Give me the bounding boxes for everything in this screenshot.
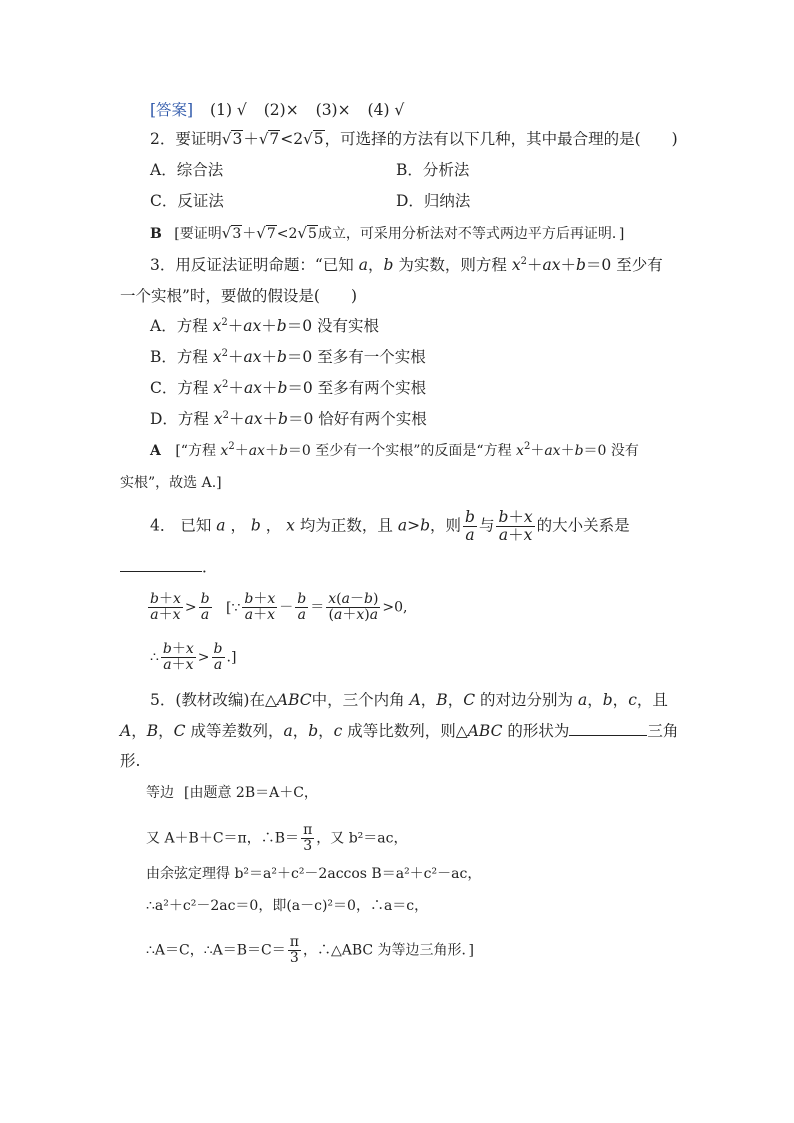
q3-stem-line2: 一个实根”时，要做的假设是( )	[120, 287, 358, 305]
q5-stem-line2: A，B，C 成等差数列，a，b，c 成等比数列，则△ABC 的形状为 三角	[120, 722, 679, 740]
q3-answer-line1: A [“方程 $x^2+ax+b=0$ 至少有一个实根”的反面是“方程 $x^2+ax+b=0$ 没有	[150, 441, 639, 459]
answer-item-1: (1) √	[210, 101, 247, 119]
q5-answer-line2: 又 A＋B＋C＝π，∴B＝ $\frac{\pi}{3}$ ，又 b²＝ac，	[146, 822, 408, 854]
q5-answer-line4: ∴a²＋c²－2ac＝0，即(a－c)²＝0，∴a＝c，	[146, 898, 429, 914]
fraction-b-over-a: $\frac{b}{a}$	[465, 508, 475, 544]
q2-option-a: A．综合法	[150, 161, 224, 179]
answer-item-3: (3)×	[315, 101, 351, 119]
q3-option-b: B．方程 $x^2+ax+b=0$ 至多有一个实根	[150, 348, 426, 366]
q5-answer-line5: ∴A＝C，∴A＝B＝C＝ $\frac{\pi}{3}$ ，∴△ABC 为等边三角形．]	[146, 934, 475, 966]
q5-answer-line3: 由余弦定理得 b²＝a²＋c²－2accos B＝a²＋c²－ac，	[146, 866, 482, 882]
fraction-bx-over-ax: $\frac{b+x}{a+x}$	[498, 508, 533, 544]
q4-answer-line1: $\frac{b+x}{a+x}$ > $\frac{b}{a}$ [∵ $\frac{b+x}{a+x}$ － $\frac{b}{a}$ ＝ $\frac{x(a-b)}{(a+x)a}$ >0,	[150, 591, 408, 623]
q3-answer-letter: A	[150, 443, 161, 459]
q2-answer-letter: B	[150, 226, 162, 242]
q2-option-c: C．反证法	[150, 192, 224, 210]
q5-stem-line3: 形.	[120, 752, 141, 770]
answer-item-2: (2)×	[263, 101, 299, 119]
answer-blank	[569, 721, 647, 736]
q4-stem: 4． 已知 a ， b ， x 均为正数，且 a>b，则 $\frac{b}{a}$ 与 $\frac{b+x}{a+x}$ 的大小关系是	[150, 508, 630, 544]
q2-option-b: B．分析法	[396, 161, 470, 179]
q4-answer-line2: ∴ $\frac{b+x}{a+x}$ > $\frac{b}{a}$ .]	[150, 641, 237, 673]
answer-item-4: (4) √	[367, 101, 405, 119]
q2-inequality: √3＋√7<2√5	[221, 130, 324, 148]
q3-answer-line2: 实根”，故选 A.]	[120, 475, 222, 491]
q2-stem: 2．要证明√3＋√7<2√5，可选择的方法有以下几种，其中最合理的是( )	[150, 130, 678, 148]
answer-blank	[120, 557, 202, 572]
answer-line-1	[150, 100, 404, 120]
q5-answer-word: 等边	[146, 785, 174, 801]
q5-answer-line1: 等边 [由题意 2B＝A＋C，	[146, 785, 318, 801]
q3-option-c: C．方程 $x^2+ax+b=0$ 至多有两个实根	[150, 379, 427, 397]
q4-blank-line: ．	[120, 557, 218, 577]
q2-option-d: D．归纳法	[396, 192, 471, 210]
answer-tag: [答案]	[150, 101, 194, 119]
q3-stem-line1: 3．用反证法证明命题：“已知 a，b 为实数，则方程 $x^2+ax+b=0$ 至少有	[150, 256, 663, 274]
q5-stem-line1: 5．(教材改编)在△ABC中，三个内角 A，B，C 的对边分别为 a，b，c，且	[150, 691, 668, 709]
q2-answer: B [要证明√3＋√7<2√5成立，可采用分析法对不等式两边平方后再证明．]	[150, 224, 625, 242]
q3-option-a: A．方程 $x^2+ax+b=0$ 没有实根	[150, 317, 380, 335]
q3-option-d: D．方程 $x^2+ax+b=0$ 恰好有两个实根	[150, 410, 427, 428]
